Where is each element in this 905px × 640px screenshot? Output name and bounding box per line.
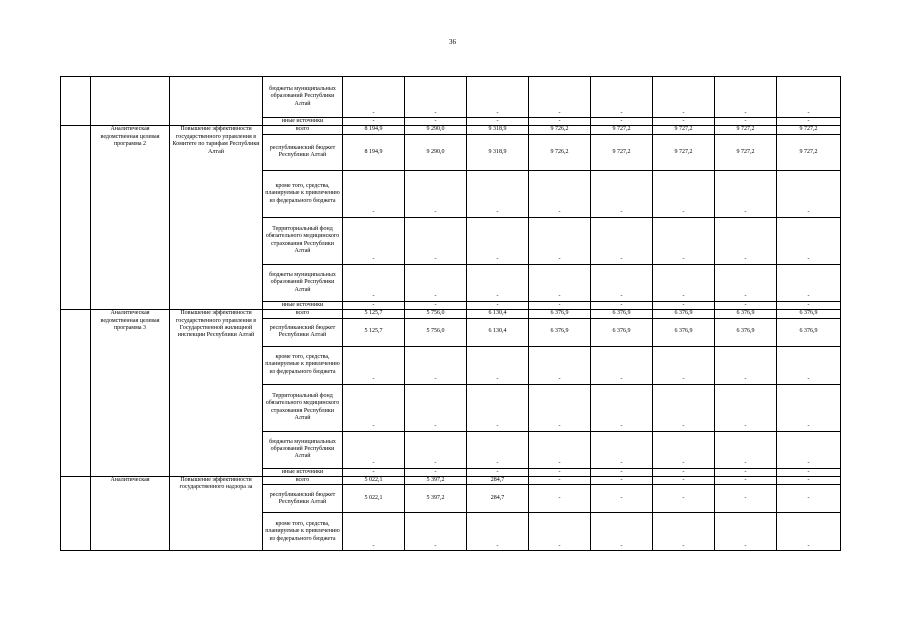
budget-table xyxy=(60,76,841,551)
program-name-cell xyxy=(91,77,170,126)
year-value-cell: - xyxy=(591,77,653,118)
year-value-cell: - xyxy=(405,468,467,476)
year-value-cell: - xyxy=(343,513,405,551)
funding-source-cell: Территориальный фонд обязательного медицинского страхования Республики Алтай xyxy=(263,384,343,431)
year-value-cell: - xyxy=(529,301,591,309)
year-value-cell: - xyxy=(467,264,529,301)
year-value-cell: - xyxy=(343,346,405,384)
year-value-cell: 6 376,9 xyxy=(777,310,841,318)
table-row xyxy=(61,77,841,118)
year-value-cell: 6 376,9 xyxy=(715,318,777,346)
funding-source-cell: кроме того, средства, планируемые к привлечению из федерального бюджета xyxy=(263,513,343,551)
funding-source-cell: республиканский бюджет Республики Алтай xyxy=(263,134,343,170)
year-value-cell: 5 022,1 xyxy=(343,477,405,485)
year-value-cell: - xyxy=(405,431,467,468)
year-value-cell: - xyxy=(715,431,777,468)
year-value-cell: - xyxy=(591,468,653,476)
row-number-cell xyxy=(61,126,91,310)
year-value-cell: 9 726,2 xyxy=(529,134,591,170)
year-value-cell: - xyxy=(715,217,777,264)
year-value-cell: 9 727,2 xyxy=(591,134,653,170)
year-value-cell: - xyxy=(405,513,467,551)
program-name-cell: Аналитическая xyxy=(91,477,170,551)
year-value-cell: - xyxy=(343,170,405,217)
year-value-cell: - xyxy=(405,346,467,384)
year-value-cell: - xyxy=(591,346,653,384)
year-value-cell: - xyxy=(653,217,715,264)
year-value-cell: - xyxy=(405,170,467,217)
year-value-cell: - xyxy=(777,264,841,301)
year-value-cell: - xyxy=(653,301,715,309)
year-value-cell: 284,7 xyxy=(467,485,529,513)
year-value-cell: 9 290,0 xyxy=(405,134,467,170)
year-value-cell: - xyxy=(529,468,591,476)
year-value-cell: 6 376,9 xyxy=(591,318,653,346)
year-value-cell: - xyxy=(715,384,777,431)
year-value-cell: - xyxy=(343,77,405,118)
funding-source-cell: всего xyxy=(263,477,343,485)
year-value-cell: - xyxy=(653,468,715,476)
program-goal-cell: Повышение эффективности государственного управления в Государственной жилищной инспекции Республики Алтай xyxy=(170,310,263,477)
year-value-cell: 8 194,9 xyxy=(343,126,405,134)
year-value-cell: - xyxy=(653,118,715,126)
year-value-cell: - xyxy=(591,217,653,264)
year-value-cell: 8 194,9 xyxy=(343,134,405,170)
year-value-cell: 9 727,2 xyxy=(653,134,715,170)
year-value-cell: - xyxy=(343,118,405,126)
year-value-cell: - xyxy=(467,170,529,217)
year-value-cell: - xyxy=(529,384,591,431)
program-goal-cell: Повышение эффективности государственного управления в Комитете по тарифам Республики Алтай xyxy=(170,126,263,310)
funding-source-cell: бюджеты муниципальных образований Республики Алтай xyxy=(263,77,343,118)
table-row xyxy=(61,477,841,485)
year-value-cell: - xyxy=(715,468,777,476)
row-number-cell xyxy=(61,310,91,477)
year-value-cell: - xyxy=(591,264,653,301)
year-value-cell: 6 376,9 xyxy=(529,310,591,318)
year-value-cell: - xyxy=(529,485,591,513)
funding-source-cell: иные источники xyxy=(263,301,343,309)
year-value-cell: - xyxy=(715,118,777,126)
year-value-cell: - xyxy=(777,477,841,485)
year-value-cell: - xyxy=(777,431,841,468)
year-value-cell: 9 727,2 xyxy=(715,134,777,170)
year-value-cell: 5 022,1 xyxy=(343,485,405,513)
year-value-cell: - xyxy=(591,485,653,513)
year-value-cell: - xyxy=(405,77,467,118)
year-value-cell: - xyxy=(529,477,591,485)
year-value-cell: - xyxy=(467,346,529,384)
year-value-cell: - xyxy=(653,77,715,118)
program-name-cell: Аналитическая ведомственная целевая программа 3 xyxy=(91,310,170,477)
year-value-cell: - xyxy=(529,264,591,301)
budget-table-wrapper xyxy=(60,76,841,552)
table-row xyxy=(61,126,841,134)
year-value-cell: - xyxy=(653,477,715,485)
year-value-cell: - xyxy=(653,485,715,513)
year-value-cell: 6 376,9 xyxy=(529,318,591,346)
year-value-cell: - xyxy=(591,170,653,217)
year-value-cell: 6 130,4 xyxy=(467,310,529,318)
funding-source-cell: всего xyxy=(263,310,343,318)
funding-source-cell: республиканский бюджет Республики Алтай xyxy=(263,485,343,513)
year-value-cell: - xyxy=(777,217,841,264)
year-value-cell: - xyxy=(343,384,405,431)
year-value-cell: 6 376,9 xyxy=(715,310,777,318)
year-value-cell: 6 376,9 xyxy=(653,318,715,346)
year-value-cell: - xyxy=(777,170,841,217)
year-value-cell: - xyxy=(653,384,715,431)
year-value-cell: - xyxy=(777,384,841,431)
year-value-cell: - xyxy=(467,431,529,468)
year-value-cell: - xyxy=(777,301,841,309)
funding-source-cell: всего xyxy=(263,126,343,134)
year-value-cell: - xyxy=(529,513,591,551)
program-goal-cell xyxy=(170,77,263,126)
funding-source-cell: бюджеты муниципальных образований Республики Алтай xyxy=(263,264,343,301)
year-value-cell: - xyxy=(777,77,841,118)
year-value-cell: - xyxy=(405,118,467,126)
year-value-cell: 6 376,9 xyxy=(653,310,715,318)
year-value-cell: 9 318,9 xyxy=(467,126,529,134)
year-value-cell: - xyxy=(591,301,653,309)
year-value-cell: - xyxy=(343,431,405,468)
year-value-cell: - xyxy=(529,170,591,217)
year-value-cell: 5 756,0 xyxy=(405,318,467,346)
year-value-cell: 5 756,0 xyxy=(405,310,467,318)
funding-source-cell: республиканский бюджет Республики Алтай xyxy=(263,318,343,346)
year-value-cell: - xyxy=(467,217,529,264)
year-value-cell: - xyxy=(405,264,467,301)
year-value-cell: - xyxy=(715,77,777,118)
year-value-cell: - xyxy=(777,513,841,551)
year-value-cell: 9 290,0 xyxy=(405,126,467,134)
table-row xyxy=(61,310,841,318)
year-value-cell: - xyxy=(405,217,467,264)
year-value-cell: - xyxy=(591,118,653,126)
year-value-cell: - xyxy=(591,431,653,468)
year-value-cell: 9 726,2 xyxy=(529,126,591,134)
year-value-cell: - xyxy=(777,485,841,513)
year-value-cell: - xyxy=(653,346,715,384)
year-value-cell: - xyxy=(591,477,653,485)
year-value-cell: 5 125,7 xyxy=(343,318,405,346)
year-value-cell: - xyxy=(715,513,777,551)
year-value-cell: 9 727,2 xyxy=(715,126,777,134)
year-value-cell: - xyxy=(653,170,715,217)
year-value-cell: - xyxy=(467,468,529,476)
year-value-cell: - xyxy=(777,118,841,126)
year-value-cell: - xyxy=(467,301,529,309)
year-value-cell: - xyxy=(529,431,591,468)
year-value-cell: - xyxy=(529,217,591,264)
year-value-cell: - xyxy=(467,513,529,551)
year-value-cell: - xyxy=(343,468,405,476)
year-value-cell: - xyxy=(653,264,715,301)
year-value-cell: - xyxy=(343,301,405,309)
year-value-cell: - xyxy=(467,77,529,118)
funding-source-cell: иные источники xyxy=(263,468,343,476)
year-value-cell: - xyxy=(777,346,841,384)
page-number: 36 xyxy=(449,38,456,46)
year-value-cell: - xyxy=(405,301,467,309)
year-value-cell: - xyxy=(529,346,591,384)
year-value-cell: - xyxy=(715,170,777,217)
year-value-cell: - xyxy=(529,118,591,126)
program-goal-cell: Повышение эффективности государственного надзора за xyxy=(170,477,263,551)
program-name-cell: Аналитическая ведомственная целевая программа 2 xyxy=(91,126,170,310)
funding-source-cell: кроме того, средства, планируемые к привлечению из федерального бюджета xyxy=(263,346,343,384)
year-value-cell: 284,7 xyxy=(467,477,529,485)
year-value-cell: 9 727,2 xyxy=(777,126,841,134)
year-value-cell: - xyxy=(467,384,529,431)
year-value-cell: 9 727,2 xyxy=(653,126,715,134)
year-value-cell: - xyxy=(343,217,405,264)
year-value-cell: - xyxy=(405,384,467,431)
year-value-cell: 9 727,2 xyxy=(591,126,653,134)
row-number-cell xyxy=(61,477,91,551)
table-body xyxy=(61,77,841,551)
year-value-cell: - xyxy=(529,77,591,118)
funding-source-cell: кроме того, средства, планируемые к привлечению из федерального бюджета xyxy=(263,170,343,217)
year-value-cell: - xyxy=(715,485,777,513)
year-value-cell: - xyxy=(591,513,653,551)
year-value-cell: - xyxy=(777,468,841,476)
year-value-cell: - xyxy=(653,431,715,468)
year-value-cell: - xyxy=(653,513,715,551)
funding-source-cell: бюджеты муниципальных образований Республики Алтай xyxy=(263,431,343,468)
funding-source-cell: Территориальный фонд обязательного медицинского страхования Республики Алтай xyxy=(263,217,343,264)
year-value-cell: - xyxy=(343,264,405,301)
year-value-cell: - xyxy=(715,301,777,309)
year-value-cell: 5 397,2 xyxy=(405,477,467,485)
year-value-cell: - xyxy=(715,346,777,384)
row-number-cell xyxy=(61,77,91,126)
year-value-cell: 6 376,9 xyxy=(777,318,841,346)
year-value-cell: - xyxy=(715,477,777,485)
year-value-cell: - xyxy=(467,118,529,126)
year-value-cell: 9 727,2 xyxy=(777,134,841,170)
funding-source-cell: иные источники xyxy=(263,118,343,126)
year-value-cell: 5 125,7 xyxy=(343,310,405,318)
year-value-cell: 9 318,9 xyxy=(467,134,529,170)
year-value-cell: - xyxy=(715,264,777,301)
year-value-cell: - xyxy=(591,384,653,431)
year-value-cell: 5 397,2 xyxy=(405,485,467,513)
year-value-cell: 6 376,9 xyxy=(591,310,653,318)
year-value-cell: 6 130,4 xyxy=(467,318,529,346)
